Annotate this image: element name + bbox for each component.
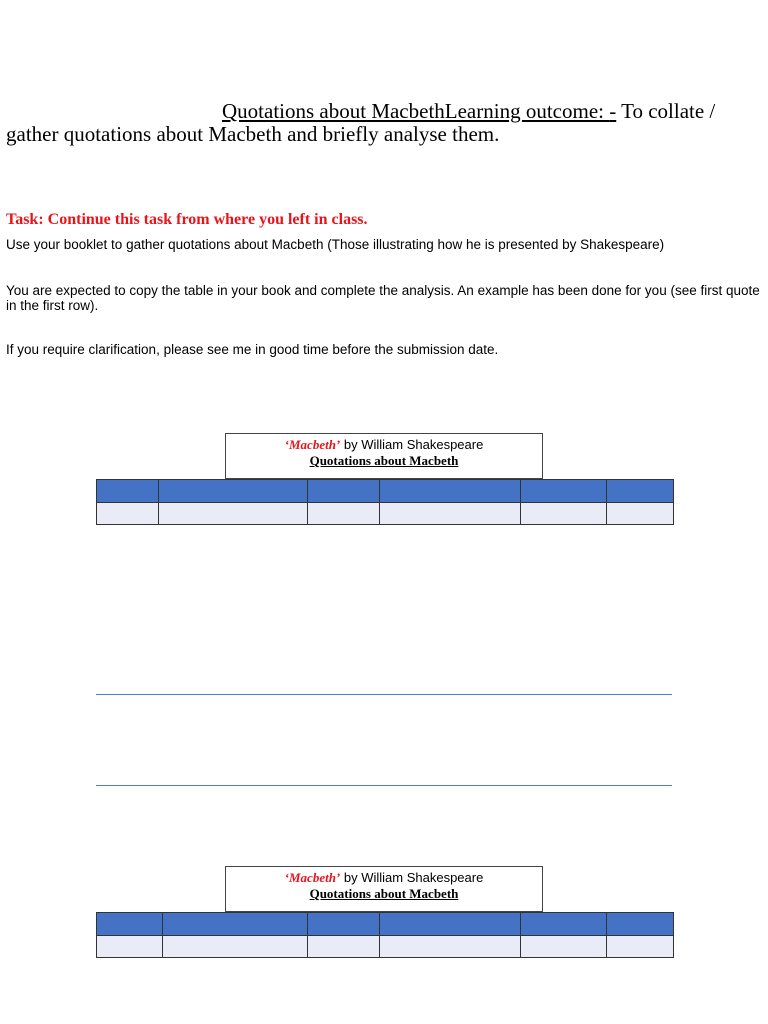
table-cell — [97, 503, 159, 525]
instruction-paragraph-2: You are expected to copy the table in your book and complete the analysis. An example has been done for you (see first quote in the first row). — [6, 283, 760, 313]
task-instruction: Task: Continue this task from where you left in class. — [6, 211, 368, 228]
table-cell — [159, 503, 308, 525]
table-subtitle: Quotations about Macbeth — [309, 453, 459, 468]
header-cell — [163, 913, 308, 936]
header-cell — [380, 480, 521, 503]
table-cell — [380, 503, 521, 525]
heading-dash: - — [609, 99, 617, 123]
quotations-table — [96, 479, 674, 525]
play-title: ‘Macbeth’ — [284, 437, 341, 452]
table-cell — [521, 503, 607, 525]
header-cell — [521, 913, 607, 936]
play-author: by William Shakespeare — [340, 437, 484, 452]
header-cell — [97, 913, 163, 936]
table-cell — [308, 936, 380, 958]
header-cell — [521, 480, 607, 503]
header-cell — [380, 913, 521, 936]
table-header-row — [97, 480, 674, 503]
header-cell — [308, 913, 380, 936]
table-cell — [97, 936, 163, 958]
table-title-box — [225, 866, 543, 912]
table-cell — [380, 936, 521, 958]
table-header-row — [97, 913, 674, 936]
header-cell — [607, 913, 674, 936]
play-author: by William Shakespeare — [340, 870, 484, 885]
heading-title: Quotations about MacbethLearning outcome: — [222, 99, 610, 123]
table-cell — [607, 503, 674, 525]
header-cell — [607, 480, 674, 503]
header-cell — [159, 480, 308, 503]
page-heading — [6, 100, 761, 146]
table-cell — [521, 936, 607, 958]
divider-line — [96, 785, 672, 786]
table-cell — [163, 936, 308, 958]
table-cell — [607, 936, 674, 958]
table-row — [97, 936, 674, 958]
instruction-paragraph-1: Use your booklet to gather quotations about Macbeth (Those illustrating how he is presented by Shakespeare) — [6, 237, 665, 252]
heading-learning-outcome: To collate / gather quotations about Macbeth and briefly analyse them. — [6, 99, 716, 146]
instruction-paragraph-3: If you require clarification, please see me in good time before the submission date. — [6, 342, 499, 357]
header-cell — [97, 480, 159, 503]
play-title: ‘Macbeth’ — [284, 870, 341, 885]
table-cell — [308, 503, 380, 525]
table-subtitle: Quotations about Macbeth — [309, 886, 459, 901]
table-title-box — [225, 433, 543, 479]
header-cell — [308, 480, 380, 503]
table-row — [97, 503, 674, 525]
quotations-table — [96, 912, 674, 958]
divider-line — [96, 694, 672, 695]
